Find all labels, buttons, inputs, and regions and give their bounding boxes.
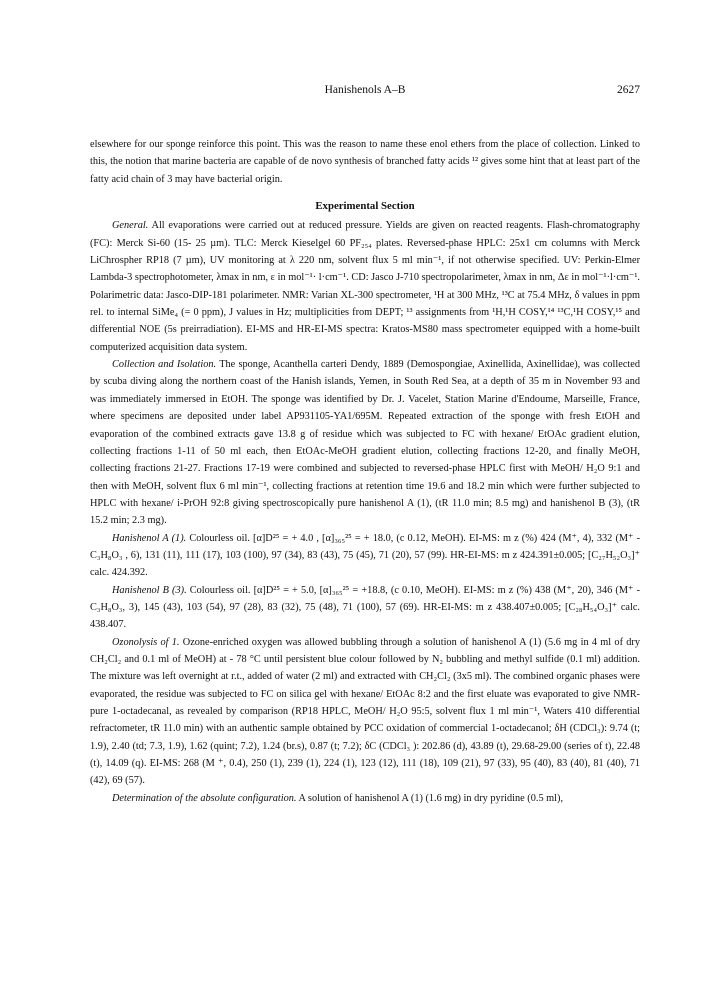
general-label: General. — [112, 220, 149, 232]
hanishenol-b-text: Colourless oil. [α]D²⁵ = + 5.0, [α]₃₆₅²⁵ = +18.8, (c 0.10, MeOH). EI-MS: m z (%) 438 (M⁺, 20), 346 (M⁺ - C₃H₈O₃, 3), 145 (43), 103 (54), 97 (28), 83 (32), 75 (48), 71 (100), 57 (69). HR-EI-MS: m z 438.407±0.005; [C₂₈H₅₄O₃]⁺ calc. 438.407. — [90, 584, 640, 631]
determination-text: A solution of hanishenol A (1) (1.6 mg) in dry pyridine (0.5 ml), — [296, 792, 564, 804]
article-body — [90, 136, 640, 807]
running-title: Hanishenols A–B — [324, 84, 406, 96]
page-header — [90, 84, 640, 102]
general-paragraph — [90, 217, 640, 356]
hanishenol-b-label: Hanishenol B (3). — [112, 584, 187, 596]
hanishenol-a-label: Hanishenol A (1). — [112, 532, 187, 544]
ozonolysis-text: Ozone-enriched oxygen was allowed bubbling through a solution of hanishenol A (1) (5.6 mg in 4 ml of dry CH₂Cl₂ and 0.1 ml of MeOH) at - 78 °C until persistent blue colour followed by N₂ bubbling and methyl sulfide (0.1 ml) addition. The mixture was left overnight at r.t., added of water (2 ml) and extracted with CH₂Cl₂ (3x5 ml). The combined organic phases were evaporated, the residue was subjected to FC on silica gel with hexane/ EtOAc 8:2 and the first eluate was evaporated to give NMR-pure 1-octadecanal, as revealed by comparison (RP18 HPLC, MeOH/ H₂O 95:5, solvent flux 1 ml min⁻¹, Waters 410 differential refractometer, tR 11.0 min) with an authentic sample obtained by PCC oxidation of commercial 1-octadecanol; δH (CDCl₃): 9.74 (t; 1.9), 2.40 (td; 7.3, 1.9), 1.62 (quint; 7.2), 1.24 (br.s), 0.87 (t; 7.2); δC (CDCl₃ ): 202.86 (d), 43.89 (t), 29.68-29.00 (series of t), 22.48 (t), 14.09 (q). EI-MS: 268 (M ⁺, 0.4), 250 (1), 239 (1), 224 (1), 123 (12), 111 (18), 109 (21), 97 (33), 95 (40), 83 (40), 81 (40), 71 (42), 69 (57). — [90, 636, 641, 787]
general-text: All evaporations were carried out at reduced pressure. Yields are given on reacted reagents. Flash-chromatography (FC): Merck Si-60 (15- 25 µm). TLC: Merck Kieselgel 60 PF₂₅₄ plates. Reversed-phase HPLC: 25x1 cm columns with Merck LiChrospher RP18 (7 µm), UV monitoring at λ 220 nm, solvent flux 5 ml min⁻¹, if not otherwise specified. UV: Perkin-Elmer Lambda-3 spectrophotometer, λmax in nm, ε in mol⁻¹· l·cm⁻¹. CD: Jasco J-710 spectropolarimeter, λmax in nm, Δε in mol⁻¹·l·cm⁻¹. Polarimetric data: Jasco-DIP-181 polarimeter. NMR: Varian XL-300 spectrometer, ¹H at 300 MHz, ¹³C at 75.4 MHz, δ values in ppm rel. to internal SiMe₄ (= 0 ppm), J values in Hz; multiplicities from DEPT; ¹³ assignments from ¹H,¹H COSY,¹⁴ ¹³C,¹H COSY,¹⁵ and differential NOE (5s preirradiation). EI-MS and HR-EI-MS spectra: Kratos-MS80 mass spectrometer equipped with a home-built computerized acquisition data system. — [90, 220, 640, 353]
ozonolysis-label: Ozonolysis of 1. — [112, 636, 180, 648]
hanishenol-b-paragraph — [90, 582, 640, 634]
intro-paragraph: elsewhere for our sponge reinforce this point. This was the reason to name these enol ethers from the place of collection. Linked to this, the notion that marine bacteria are capable of de novo synthesis of branched fatty acids ¹² gives some hint that at least part of the fatty acid chain of 3 may have bacterial origin. — [90, 139, 640, 185]
hanishenol-a-text: Colourless oil. [α]D²⁵ = + 4.0 , [α]₃₆₅²⁵ = + 18.0, (c 0.12, MeOH). EI-MS: m z (%) 424 (M⁺, 4), 332 (M⁺ - C₃H₈O₃ , 6), 131 (11), 111 (17), 103 (100), 97 (34), 83 (43), 75 (45), 71 (20), 57 (99). HR-EI-MS: m z 424.391±0.005; [C₂₇H₅₂O₃]⁺ calc. 424.392. — [90, 532, 641, 579]
collection-text: The sponge, Acanthella carteri Dendy, 1889 (Demospongiae, Axinellida, Axinellidae), was collected by scuba diving along the northern coast of the Hanish islands, Yemen, in South Red Sea, at a depth of 35 m in November 93 and was immediately immersed in EtOH. The sponge was identified by Dr. J. Vacelet, Station Marine d'Endoume, Marseille, France, where specimens are deposited under label AP931105-YA1/695M. Repeated extraction of the sponge with fresh EtOH and evaporation of the combined extracts gave 13.8 g of residue which was subjected to FC with hexane/ EtOAc gradient elution, collecting fractions 1-11 of 50 ml each, then EtOAc-MeOH gradient elution, collecting fractions 12-20, and finally MeOH, collecting fractions 21-27. Fractions 17-19 were combined and subjected to reversed-phase HPLC first with MeOH/ H₂O 9:1 and then with MeOH, solvent flux 6 ml min⁻¹, collecting fractions at retention time 19.6 and 18.2 min which were further subjected to HPLC with hexane/ i-PrOH 92:8 giving spectroscopically pure hanishenol A (1), (tR 11.0 min; 8.5 mg) and hanishenol B (3), (tR 15.2 min; 2.3 mg). — [90, 359, 640, 527]
hanishenol-a-paragraph — [90, 530, 640, 582]
section-heading: Experimental Section — [315, 200, 415, 213]
determination-paragraph — [90, 790, 640, 807]
ozonolysis-paragraph — [90, 634, 640, 790]
collection-label: Collection and Isolation. — [112, 359, 217, 371]
collection-paragraph — [90, 356, 640, 529]
determination-label: Determination of the absolute configuration. — [112, 792, 297, 804]
page-number: 2627 — [617, 84, 640, 96]
